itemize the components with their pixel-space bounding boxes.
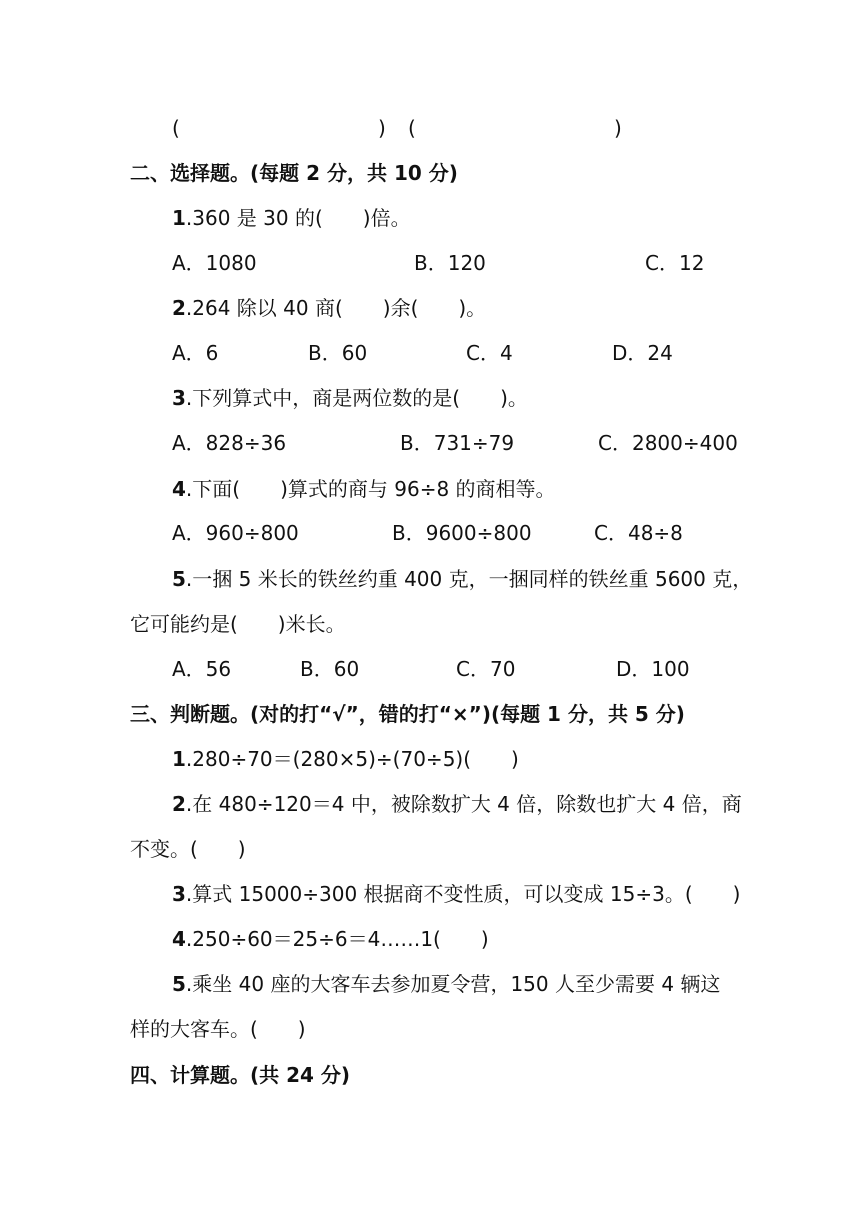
option-a: A．960÷800 — [172, 521, 299, 545]
option-d: D．100 — [616, 657, 690, 681]
item-text: .在 480÷120＝4 中，被除数扩大 4 倍，除数也扩大 4 倍，商 — [185, 792, 742, 816]
option-b: B．60 — [300, 657, 360, 681]
item-text: .乘坐 40 座的大客车去参加夏令营，150 人至少需要 4 辆这 — [185, 972, 721, 996]
item-text-continued: 样的大客车。( ) — [130, 1017, 306, 1041]
choice-question-3 — [172, 385, 528, 411]
option-c: C．12 — [645, 251, 705, 275]
answer-blank-left-open: ( — [172, 116, 180, 140]
question-text: .一捆 5 米长的铁丝约重 400 克，一捆同样的铁丝重 5600 克， — [185, 567, 753, 591]
question-text-continued: 它可能约是( )米长。 — [130, 612, 346, 636]
item-number: 1 — [172, 747, 186, 771]
choice-question-2 — [172, 295, 486, 321]
question-number: 4 — [172, 477, 186, 501]
judge-item-1 — [172, 746, 519, 772]
question-text: .264 除以 40 商( )余( )。 — [185, 296, 487, 320]
item-number: 5 — [172, 972, 186, 996]
question-number: 1 — [172, 206, 186, 230]
question-number: 2 — [172, 296, 186, 320]
option-c: C．70 — [456, 657, 516, 681]
question-number: 5 — [172, 567, 186, 591]
option-b: B．9600÷800 — [392, 521, 532, 545]
judge-item-5 — [172, 971, 720, 997]
choice-question-4 — [172, 476, 556, 502]
item-text: .算式 15000÷300 根据商不变性质，可以变成 15÷3。( ) — [185, 882, 741, 906]
item-text-continued: 不变。( ) — [130, 837, 246, 861]
answer-blank-left-close: ) — [378, 116, 386, 140]
option-c: C．48÷8 — [594, 521, 683, 545]
item-text: .280÷70＝(280×5)÷(70÷5)( ) — [185, 747, 519, 771]
answer-blank-right-close: ) — [614, 116, 622, 140]
option-a: A．828÷36 — [172, 431, 287, 455]
section4-heading: 四、计算题。(共 24 分) — [130, 1063, 351, 1087]
option-a: A．6 — [172, 341, 219, 365]
question-text: .下面( )算式的商与 96÷8 的商相等。 — [185, 477, 556, 501]
judge-item-2 — [172, 791, 742, 817]
question-text: .360 是 30 的( )倍。 — [185, 206, 411, 230]
option-d: D．24 — [612, 341, 673, 365]
option-c: C．4 — [466, 341, 513, 365]
item-number: 3 — [172, 882, 186, 906]
choice-question-1 — [172, 205, 411, 231]
option-a: A．56 — [172, 657, 232, 681]
choice-question-5 — [172, 566, 752, 592]
judge-item-4 — [172, 926, 489, 952]
option-a: A．1080 — [172, 251, 257, 275]
option-b: B．120 — [414, 251, 486, 275]
item-number: 4 — [172, 927, 186, 951]
option-b: B．731÷79 — [400, 431, 515, 455]
answer-blank-right-open: ( — [408, 116, 416, 140]
question-number: 3 — [172, 386, 186, 410]
option-b: B．60 — [308, 341, 368, 365]
section2-heading: 二、选择题。(每题 2 分，共 10 分) — [130, 161, 458, 185]
item-text: .250÷60＝25÷6＝4……1( ) — [185, 927, 489, 951]
item-number: 2 — [172, 792, 186, 816]
judge-item-3 — [172, 881, 740, 907]
option-c: C．2800÷400 — [598, 431, 738, 455]
question-text: .下列算式中，商是两位数的是( )。 — [185, 386, 528, 410]
section3-heading: 三、判断题。(对的打“√”，错的打“×”)(每题 1 分，共 5 分) — [130, 702, 685, 726]
